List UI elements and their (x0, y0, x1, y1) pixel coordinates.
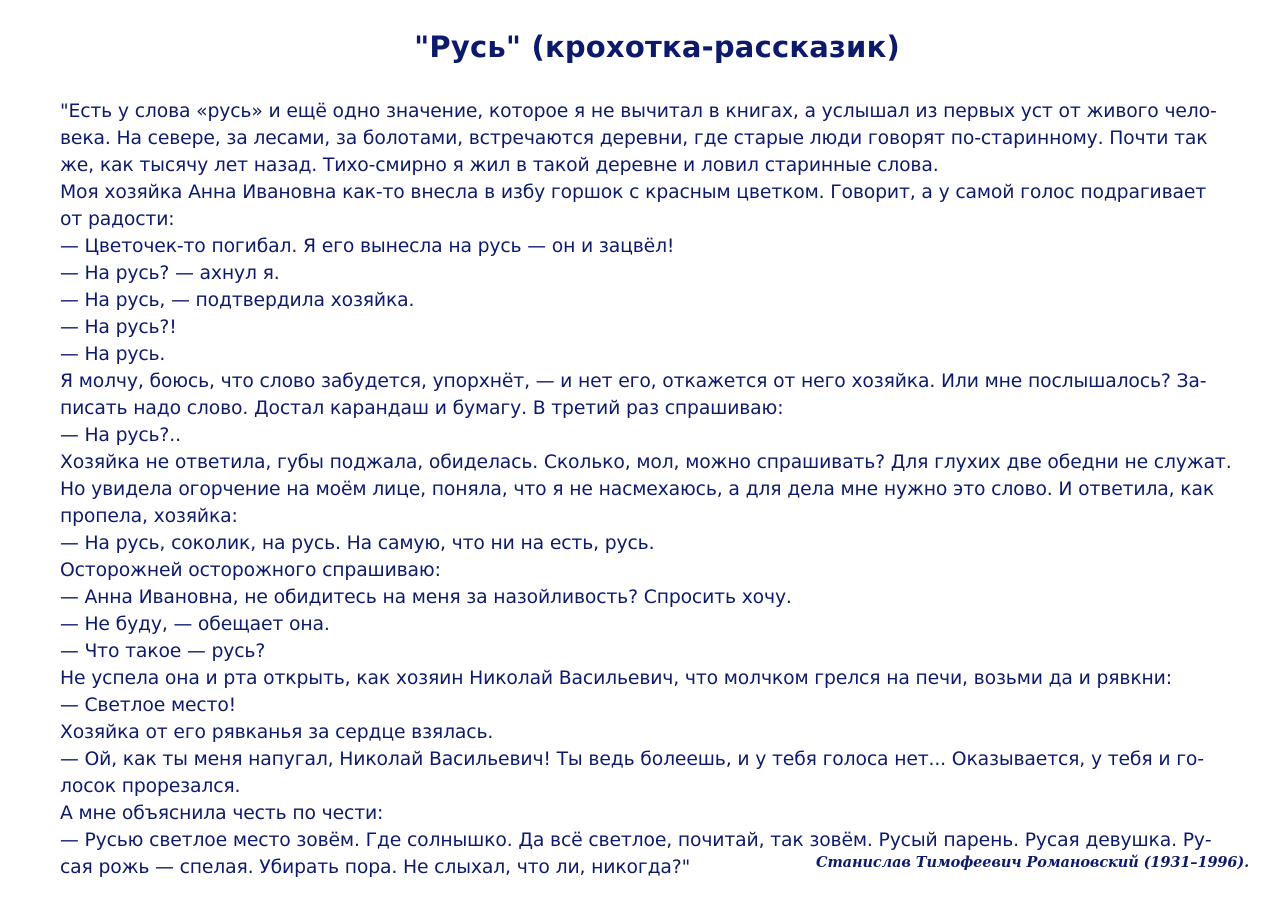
story-line: — Светлое место! (60, 695, 237, 716)
story-line: Не успела она и рта открыть, как хозяин Николай Васильевич, что молчком грелся на печи, возьми да и рявкни: (60, 668, 1172, 689)
story-line: Хозяйка от его рявканья за сердце взялась. (60, 722, 494, 743)
story-line: лосок прорезался. (60, 776, 241, 797)
story-line: Моя хозяйка Анна Ивановна как-то внесла в избу горшок с красным цветком. Говорит, а у самой голос подрагивает (60, 182, 1207, 203)
story-line: А мне объяснила честь по чести: (60, 803, 384, 824)
story-line: — Цветочек-то погибал. Я его вынесла на русь — он и зацвёл! (60, 236, 675, 257)
story-line: — На русь? — ахнул я. (60, 263, 280, 284)
story-line: — Ой, как ты меня напугал, Николай Васильевич! Ты ведь болеешь, и у тебя голоса нет... Оказывается, у тебя и го- (60, 749, 1204, 770)
story-line: Осторожней осторожного спрашиваю: (60, 560, 441, 581)
story-line: "Есть у слова «русь» и ещё одно значение, которое я не вычитал в книгах, а услышал из первых уст от живого чело- (60, 101, 1217, 122)
story-line: Хозяйка не ответила, губы поджала, обиделась. Сколько, мол, можно спрашивать? Для глухих две обедни не служат. (60, 452, 1232, 473)
story-line: Но увидела огорчение на моём лице, поняла, что я не насмехаюсь, а для дела мне нужно это слово. И ответила, как (60, 479, 1215, 500)
story-line: — Русью светлое место зовём. Где солнышко. Да всё светлое, почитай, так зовём. Русый парень. Русая девушка. Ру- (60, 830, 1212, 851)
story-line: — Анна Ивановна, не обидитесь на меня за назойливость? Спросить хочу. (60, 587, 792, 608)
story-line: от радости: (60, 209, 175, 230)
author-signature: Станислав Тимофеевич Романовский (1931–1996). (816, 854, 1250, 871)
story-line: — На русь?.. (60, 425, 181, 446)
story-line: — На русь. (60, 344, 166, 365)
story-line: Я молчу, боюсь, что слово забудется, упорхнёт, — и нет его, откажется от него хозяйка. Или мне послышалось? За- (60, 371, 1207, 392)
story-line: пропела, хозяйка: (60, 506, 238, 527)
story-line: — На русь, соколик, на русь. На самую, что ни на есть, русь. (60, 533, 655, 554)
story-line: — На русь, — подтвердила хозяйка. (60, 290, 415, 311)
story-line: века. На севере, за лесами, за болотами, встречаются деревни, где старые люди говорят по-старинному. Почти так (60, 128, 1208, 149)
page-title: "Русь" (крохотка-рассказик) (414, 30, 900, 64)
story-line: — Что такое — русь? (60, 641, 266, 662)
story-line: писать надо слово. Достал карандаш и бумагу. В третий раз спрашиваю: (60, 398, 784, 419)
story-line: сая рожь — спелая. Убирать пора. Не слыхал, что ли, никогда?" (60, 857, 691, 878)
story-line: — На русь?! (60, 317, 177, 338)
story-text (60, 98, 1232, 881)
story-line: — Не буду, — обещает она. (60, 614, 330, 635)
story-line: же, как тысячу лет назад. Тихо-смирно я жил в такой деревне и ловил старинные слова. (60, 155, 939, 176)
